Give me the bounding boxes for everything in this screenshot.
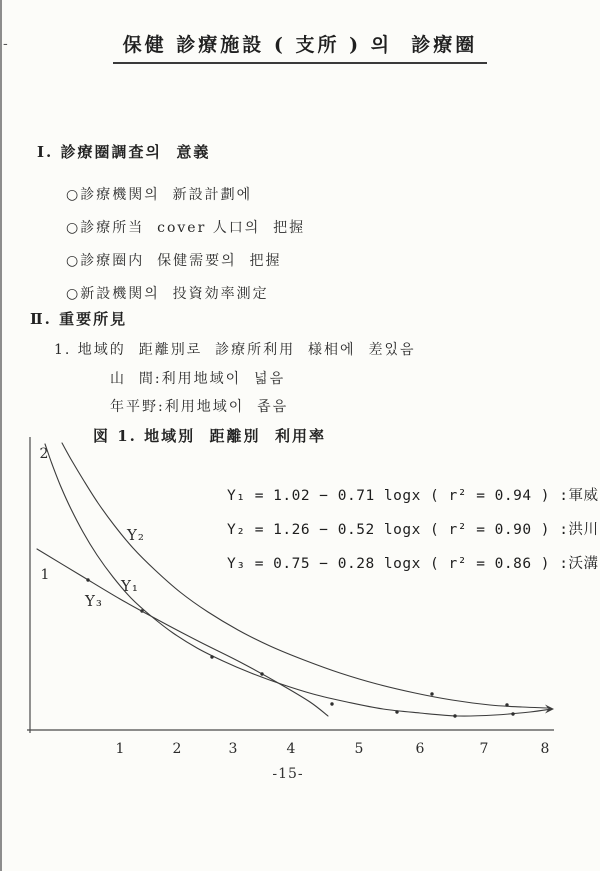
page-title-text: 保健 診療施設 ( 支所 ) 의 診療圈 xyxy=(113,30,488,64)
data-point-marker xyxy=(511,712,514,715)
y-axis-label-1: 1 xyxy=(40,567,50,583)
regression-equation-y3: Y₃ = 0.75 − 0.28 logx ( r² = 0.86 ) :沃溝 xyxy=(227,556,599,572)
x-tick-label-4: 4 xyxy=(286,741,296,757)
curve-label-Y₃: Y₃ xyxy=(85,592,103,610)
data-point-marker xyxy=(210,655,213,658)
data-point-marker xyxy=(395,710,398,713)
curve-label-Y₂: Y₂ xyxy=(127,526,145,544)
y-axis-label-2: 2 xyxy=(39,446,49,462)
data-point-marker xyxy=(505,703,508,706)
page-number: -15- xyxy=(272,766,304,782)
regression-equation-y1: Y₁ = 1.02 − 0.71 logx ( r² = 0.94 ) :軍威 xyxy=(227,488,599,504)
regression-equation-y2: Y₂ = 1.26 − 0.52 logx ( r² = 0.90 ) :洪川 xyxy=(227,522,599,538)
curve-end-arrow-icon xyxy=(545,705,554,714)
data-point-marker xyxy=(430,692,433,695)
bullet-item-new-plan: ○診療機関의 新設計劃에 xyxy=(66,187,253,203)
finding-item-1: 1. 地域的 距離別로 診療所利用 様相에 差있음 xyxy=(54,342,416,358)
bullet-item-investment-efficiency: ○新設機関의 投資効率測定 xyxy=(66,286,269,302)
data-point-marker xyxy=(453,714,456,717)
x-tick-label-5: 5 xyxy=(354,741,364,757)
x-tick-label-3: 3 xyxy=(228,741,238,757)
bullet-item-cover-population: ○診療所当 cover 人口의 把握 xyxy=(66,220,306,236)
data-point-marker xyxy=(86,578,89,581)
x-tick-label-1: 1 xyxy=(115,741,125,757)
bullet-item-health-demand: ○診療圈内 保健需要의 把握 xyxy=(66,253,282,269)
regression-equations-block xyxy=(227,484,599,586)
section-2-heading: Ⅱ. 重要所見 xyxy=(30,310,128,328)
x-tick-label-8: 8 xyxy=(540,741,550,757)
figure-caption: 図 1. 地域別 距離別 利用率 xyxy=(93,427,326,445)
data-point-marker xyxy=(330,702,333,705)
data-point-marker xyxy=(260,672,263,675)
plain-area-line: 年平野:利用地域이 좁음 xyxy=(110,399,289,415)
x-tick-label-7: 7 xyxy=(479,741,489,757)
curve-label-Y₁: Y₁ xyxy=(121,577,139,595)
scan-mark: - xyxy=(3,36,8,52)
x-tick-label-6: 6 xyxy=(415,741,425,757)
x-tick-label-2: 2 xyxy=(172,741,182,757)
section-1-heading: Ⅰ. 診療圈調査의 意義 xyxy=(37,143,211,161)
mountain-area-line: 山 間:利用地域이 넓음 xyxy=(110,371,286,387)
